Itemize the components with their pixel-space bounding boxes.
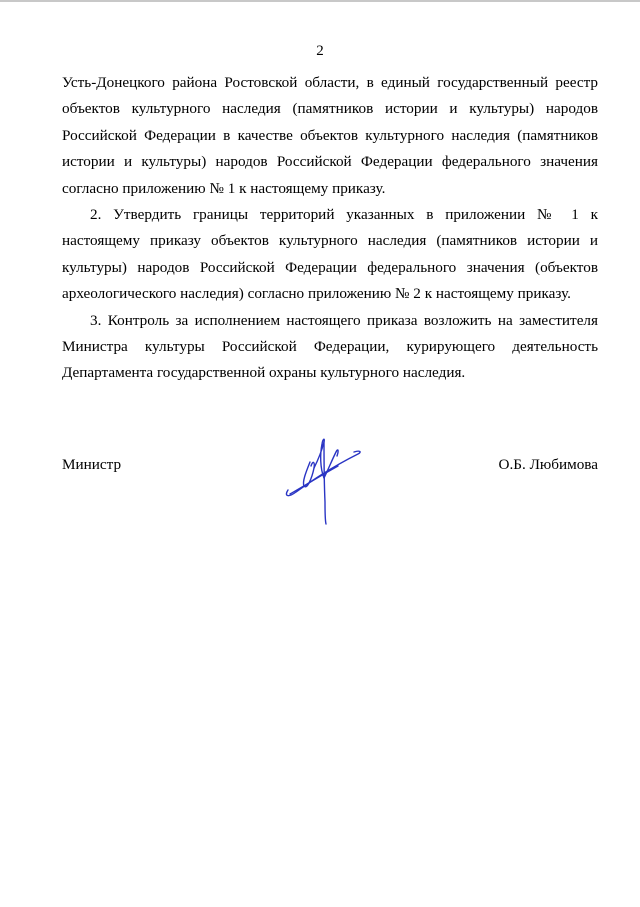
paragraph-continuation: Усть-Донецкого района Ростовской области, в единый государственный реестр объектов культурного наследия (памятников истории и культуры) народов Российской Федерации в качестве объектов культурного наследия (памятников истории и культуры) народов Российской Федерации федерального значения согласно приложению № 1 к настоящему приказу. bbox=[62, 74, 598, 197]
page-number: 2 bbox=[316, 43, 324, 59]
paragraph-item-3: 3. Контроль за исполнением настоящего приказа возложить на заместителя Министра культуры Российской Федерации, курирующего деятельность Департамента государственной охраны культурного наследия. bbox=[62, 311, 598, 382]
signatory-name: О.Б. Любимова bbox=[498, 456, 598, 473]
signatory-title: Министр bbox=[62, 456, 122, 473]
page-top-edge bbox=[0, 0, 640, 2]
document-body bbox=[62, 70, 598, 387]
paragraph-item-2: 2. Утвердить границы территорий указанных в приложении № 1 к настоящему приказу объектов культурного наследия (памятников истории и культуры) народов Российской Федерации федерального значения (объектов археологического наследия) согласно приложению № 2 к настоящему приказу. bbox=[62, 206, 598, 303]
handwritten-signature bbox=[280, 420, 370, 530]
